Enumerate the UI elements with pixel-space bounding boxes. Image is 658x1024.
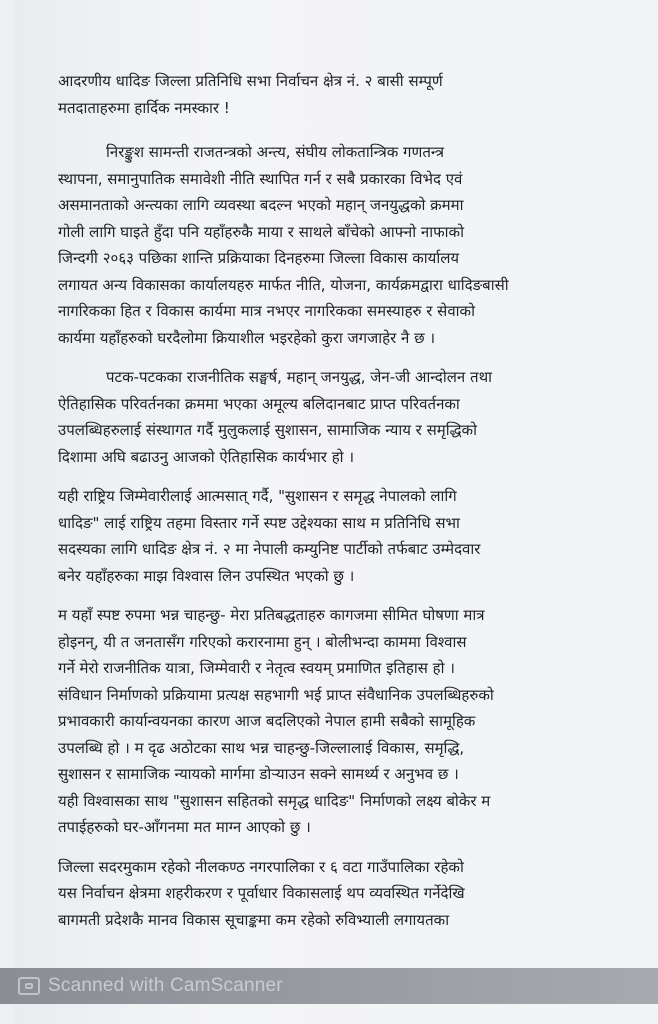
text-line: जिल्ला सदरमुकाम रहेको नीलकण्ठ नगरपालिका र ६ वटा गाउँपालिका रहेको bbox=[58, 857, 464, 876]
text-line: स्थापना, समानुपातिक समावेशी नीति स्थापित गर्न र सबै प्रकारका विभेद एवं bbox=[58, 169, 463, 188]
scanner-watermark-band bbox=[0, 968, 658, 1004]
scanned-page bbox=[14, 0, 658, 1024]
scanner-watermark-text: Scanned with CamScanner bbox=[48, 975, 283, 996]
text-line: असमानताको अन्त्यका लागि व्यवस्था बदल्न भएको महान् जनयुद्धको क्रममा bbox=[58, 196, 464, 214]
text-line: यही विश्वासका साथ "सुशासन सहितको समृद्ध धादिङ" निर्माणको लक्ष्य बोकेर म bbox=[58, 791, 491, 810]
text-line: होइनन्, यी त जनतासँग गरिएको करारनामा हुन् । बोलीभन्दा काममा विश्वास bbox=[58, 632, 467, 651]
text-line: उपलब्धिहरुलाई संस्थागत गर्दै मुलुकलाई सुशासन, सामाजिक न्याय र समृद्धिको bbox=[58, 421, 477, 439]
text-line: यस निर्वाचन क्षेत्रमा शहरीकरण र पूर्वाधार विकासलाई थप व्यवस्थित गर्नेदेखि bbox=[58, 884, 465, 902]
text-line: दिशामा अघि बढाउनु आजको ऐतिहासिक कार्यभार हो । bbox=[58, 447, 355, 466]
text-line: मतदाताहरुमा हार्दिक नमस्कार ! bbox=[58, 98, 230, 117]
text-line: नागरिकका हित र विकास कार्यमा मात्र नभएर नागरिकका समस्याहरु र सेवाको bbox=[58, 302, 475, 320]
greeting-paragraph bbox=[58, 68, 638, 121]
text-line: संविधान निर्माणको प्रक्रियामा प्रत्यक्ष सहभागी भई प्राप्त संवैधानिक उपलब्धिहरुको bbox=[58, 685, 494, 704]
text-line: तपाईहरुको घर-आँगनमा मत माग्न आएको छु । bbox=[58, 818, 311, 836]
text-line: बनेर यहाँहरुका माझ विश्वास लिन उपस्थित भएको छु । bbox=[58, 566, 355, 585]
paragraph-4 bbox=[58, 602, 638, 841]
text-line: कार्यमा यहाँहरुको घरदैलोमा क्रियाशील भइरहेको कुरा जगजाहेर नै छ । bbox=[58, 328, 436, 347]
text-line: म यहाँ स्पष्ट रुपमा भन्न चाहन्छु- मेरा प्रतिबद्धताहरु कागजमा सीमित घोषणा मात्र bbox=[58, 606, 485, 624]
letter-body bbox=[58, 68, 638, 946]
text-line: ऐतिहासिक परिवर्तनका क्रममा भएका अमूल्य बलिदानबाट प्राप्त परिवर्तनका bbox=[58, 394, 460, 413]
paragraph-2 bbox=[58, 364, 638, 470]
text-line: गर्ने मेरो राजनीतिक यात्रा, जिम्मेवारी र नेतृत्व स्वयम् प्रमाणित इतिहास हो । bbox=[58, 659, 455, 677]
paragraph-3 bbox=[58, 483, 638, 589]
paragraph-1 bbox=[58, 139, 638, 351]
text-line: गोली लागि घाइते हुँदा पनि यहाँहरुकै माया र साथले बाँचेको आफ्नो नाफाको bbox=[58, 222, 464, 241]
text-line: सुशासन र सामाजिक न्यायको मार्गमा डोऱ्याउन सक्ने सामर्थ्य र अनुभव छ । bbox=[58, 765, 459, 783]
text-line: लगायत अन्य विकासका कार्यालयहरु मार्फत नीति, योजना, कार्यक्रमद्वारा धादिङबासी bbox=[58, 275, 509, 294]
text-line: आदरणीय धादिङ जिल्ला प्रतिनिधि सभा निर्वाचन क्षेत्र नं. २ बासी सम्पूर्ण bbox=[58, 72, 443, 90]
paragraph-5 bbox=[58, 854, 638, 934]
text-line: बागमती प्रदेशकै मानव विकास सूचाङ्कमा कम रहेको रुविभ्याली लगायतका bbox=[58, 910, 450, 929]
text-line: यही राष्ट्रिय जिम्मेवारीलाई आत्मसात् गर्दै, "सुशासन र समृद्ध नेपालको लागि bbox=[58, 487, 457, 505]
camscanner-logo-icon bbox=[18, 977, 40, 995]
text-line: उपलब्धि हो । म दृढ अठोटका साथ भन्न चाहन्छु-जिल्लालाई विकास, समृद्धि, bbox=[58, 738, 465, 757]
text-line: पटक-पटकका राजनीतिक सङ्घर्ष, महान् जनयुद्ध, जेन-जी आन्दोलन तथा bbox=[106, 368, 493, 386]
text-line: धादिङ" लाई राष्ट्रिय तहमा विस्तार गर्ने स्पष्ट उद्देश्यका साथ म प्रतिनिधि सभा bbox=[58, 513, 460, 532]
text-line: प्रभावकारी कार्यान्वयनका कारण आज बदलिएको नेपाल हामी सबैको सामूहिक bbox=[58, 712, 476, 730]
text-line: जिन्दगी २०६३ पछिका शान्ति प्रक्रियाका दिनहरुमा जिल्ला विकास कार्यालय bbox=[58, 249, 460, 267]
text-line: सदस्यका लागि धादिङ क्षेत्र नं. २ मा नेपाली कम्युनिष्ट पार्टीको तर्फबाट उम्मेदवार bbox=[58, 540, 481, 558]
text-line: निरङ्कुश सामन्ती राजतन्त्रको अन्त्य, संघीय लोकतान्त्रिक गणतन्त्र bbox=[106, 143, 445, 161]
